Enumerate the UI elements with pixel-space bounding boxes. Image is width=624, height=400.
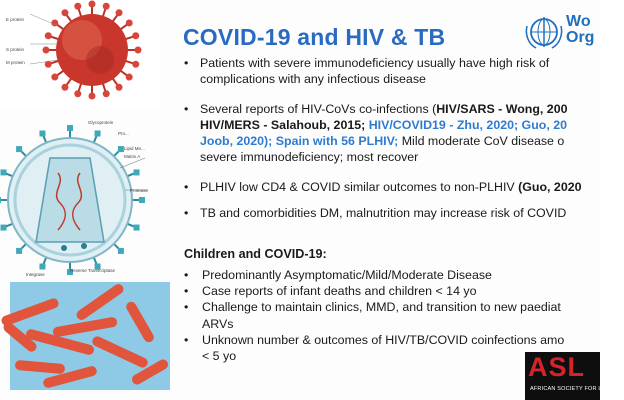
children-bullet-item bbox=[184, 267, 624, 283]
text-run: Patients with severe immunodeficiency usually have high risk of bbox=[200, 56, 550, 70]
bullet-item bbox=[184, 55, 624, 87]
text-run: severe immunodeficiency; most recover bbox=[200, 150, 419, 164]
bullet-line: • Predominantly Asymptomatic/Mild/Moderate Disease bbox=[202, 268, 492, 282]
bullet-line bbox=[200, 179, 624, 195]
hiv-label: Glycoprotein bbox=[88, 120, 114, 125]
bullet-line: ARVs bbox=[202, 316, 234, 331]
bullet-item bbox=[184, 101, 624, 165]
bullet-line bbox=[200, 71, 624, 87]
bullet-line bbox=[200, 55, 624, 71]
bullet-line: • Unknown number & outcomes of HIV/TB/COVID coinfections amo bbox=[202, 332, 565, 347]
asl-logo-subtitle: AFRICAN SOCIETY FOR LAB bbox=[530, 386, 610, 392]
hiv-label: Protease bbox=[130, 188, 149, 193]
text-run: Several reports of HIV-CoVs co-infections ( bbox=[200, 102, 437, 116]
hiv-label: Reverse Transcriptase bbox=[70, 268, 116, 273]
text-run: PLHIV low CD4 & COVID similar outcomes to non-PLHIV bbox=[200, 180, 519, 194]
bullet-line: < 5 yo bbox=[202, 349, 237, 364]
asl-logo-text: ASL bbox=[528, 352, 585, 382]
who-logo-icon bbox=[524, 14, 564, 50]
virus-label: E protein bbox=[6, 17, 25, 22]
bullet-item bbox=[184, 205, 624, 221]
text-run: (Guo, 2020 bbox=[518, 180, 582, 194]
bullet-line bbox=[200, 101, 624, 117]
bullet-line bbox=[200, 133, 624, 149]
bullet-line: • Case reports of infant deaths and children < 14 yo bbox=[202, 284, 477, 299]
main-bullet-list bbox=[184, 55, 624, 233]
text-run: HIV/SARS - Wong, 200 bbox=[436, 102, 568, 116]
children-bullet-item bbox=[184, 283, 624, 299]
text-run: Mild moderate CoV disease o bbox=[398, 134, 565, 148]
hiv-structure-illustration bbox=[0, 118, 165, 278]
bullet-line bbox=[200, 149, 624, 165]
bullet-line bbox=[200, 205, 624, 221]
who-logo-text: Wo Org bbox=[566, 13, 595, 46]
bullet-line: • Challenge to maintain clinics, MMD, and transition to new paediat bbox=[202, 300, 561, 315]
virus-label: S protein bbox=[6, 47, 25, 52]
children-bullet-item bbox=[184, 299, 624, 331]
text-run: HIV/COVID19 - Zhu, 2020; Guo, 20 bbox=[368, 118, 568, 132]
children-section-heading: Children and COVID-19: bbox=[184, 247, 327, 261]
hiv-label: Lipid Me... bbox=[124, 146, 145, 151]
bullet-item bbox=[184, 179, 624, 195]
tb-bacteria-illustration bbox=[10, 282, 170, 390]
hiv-label: Matrix A bbox=[124, 154, 141, 159]
text-run: Joob, 2020); Spain with 56 PLHIV; bbox=[200, 134, 399, 148]
hiv-label: Pro... bbox=[118, 131, 129, 136]
text-run: HIV/MERS - Salahoub, 2015; bbox=[200, 118, 369, 132]
slide-title: COVID-19 and HIV & TB bbox=[183, 24, 446, 50]
virus-label: M protein bbox=[6, 60, 25, 65]
text-run: complications with any infectious disease bbox=[200, 72, 426, 86]
hiv-label: Integrase bbox=[26, 272, 45, 277]
bullet-line bbox=[200, 117, 624, 133]
text-run: TB and comorbidities DM, malnutrition may increase risk of COVID bbox=[200, 206, 567, 220]
children-bullet-list bbox=[184, 267, 624, 364]
